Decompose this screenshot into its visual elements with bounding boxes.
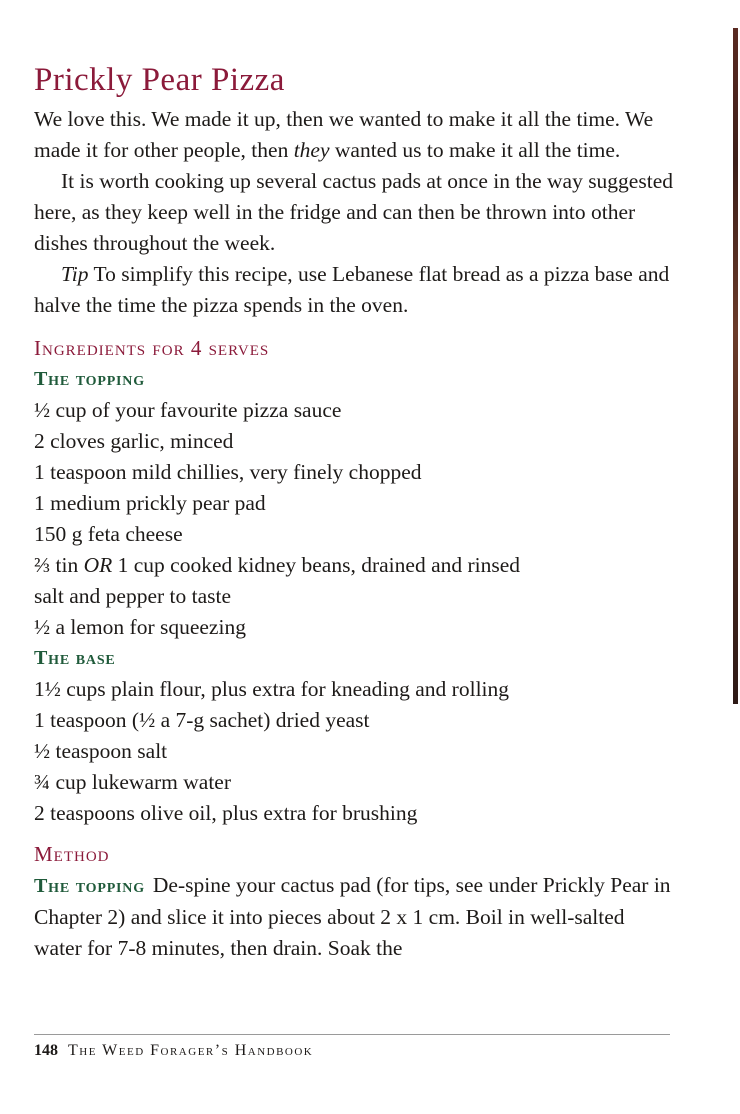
book-title: The Weed Forager’s Handbook <box>68 1042 314 1059</box>
page-edge-image-strip <box>733 28 738 704</box>
page-footer <box>34 1042 313 1060</box>
intro-paragraph-1: We love this. We made it up, then we wanted to make it all the time. We made it for other people, then they wanted us to make it all the time. <box>34 107 654 162</box>
base-heading: The base <box>34 647 116 669</box>
tip-paragraph: Tip To simplify this recipe, use Lebanese flat bread as a pizza base and halve the time the pizza spends in the oven. <box>34 262 670 317</box>
topping-heading: The topping <box>34 368 145 390</box>
list-item: 150 g feta cheese <box>34 522 183 546</box>
list-item: salt and pepper to taste <box>34 584 232 608</box>
intro-paragraph-2: It is worth cooking up several cactus pads at once in the way suggested here, as they keep well in the fridge and can then be thrown into other dishes throughout the week. <box>34 169 673 255</box>
list-item: 2 cloves garlic, minced <box>34 429 234 453</box>
recipe-page <box>34 56 674 964</box>
list-item: ⅔ tin OR 1 cup cooked kidney beans, drained and rinsed <box>34 553 521 577</box>
list-item: 1 teaspoon mild chillies, very finely chopped <box>34 460 422 484</box>
list-item: ½ cup of your favourite pizza sauce <box>34 398 342 422</box>
list-item: ¾ cup lukewarm water <box>34 770 232 794</box>
method-heading: Method <box>34 842 110 866</box>
base-ingredient-list <box>34 674 674 829</box>
recipe-title: Prickly Pear Pizza <box>34 62 285 98</box>
method-topping-label: The topping <box>34 875 145 897</box>
list-item: 1 medium prickly pear pad <box>34 491 266 515</box>
list-item: 1½ cups plain flour, plus extra for kneading and rolling <box>34 677 510 701</box>
method-paragraph: The topping De-spine your cactus pad (for tips, see under Prickly Pear in Chapter 2) and slice it into pieces about 2 x 1 cm. Boil in well-salted water for 7-8 minutes, then drain. Soak the <box>34 873 671 960</box>
list-item: 1 teaspoon (½ a 7-g sachet) dried yeast <box>34 708 370 732</box>
topping-ingredient-list <box>34 395 674 643</box>
list-item: 2 teaspoons olive oil, plus extra for brushing <box>34 801 418 825</box>
list-item: ½ a lemon for squeezing <box>34 615 246 639</box>
page-number: 148 <box>34 1042 58 1059</box>
list-item: ½ teaspoon salt <box>34 739 168 763</box>
ingredients-heading: Ingredients for 4 serves <box>34 336 270 360</box>
footer-divider <box>34 1034 670 1035</box>
